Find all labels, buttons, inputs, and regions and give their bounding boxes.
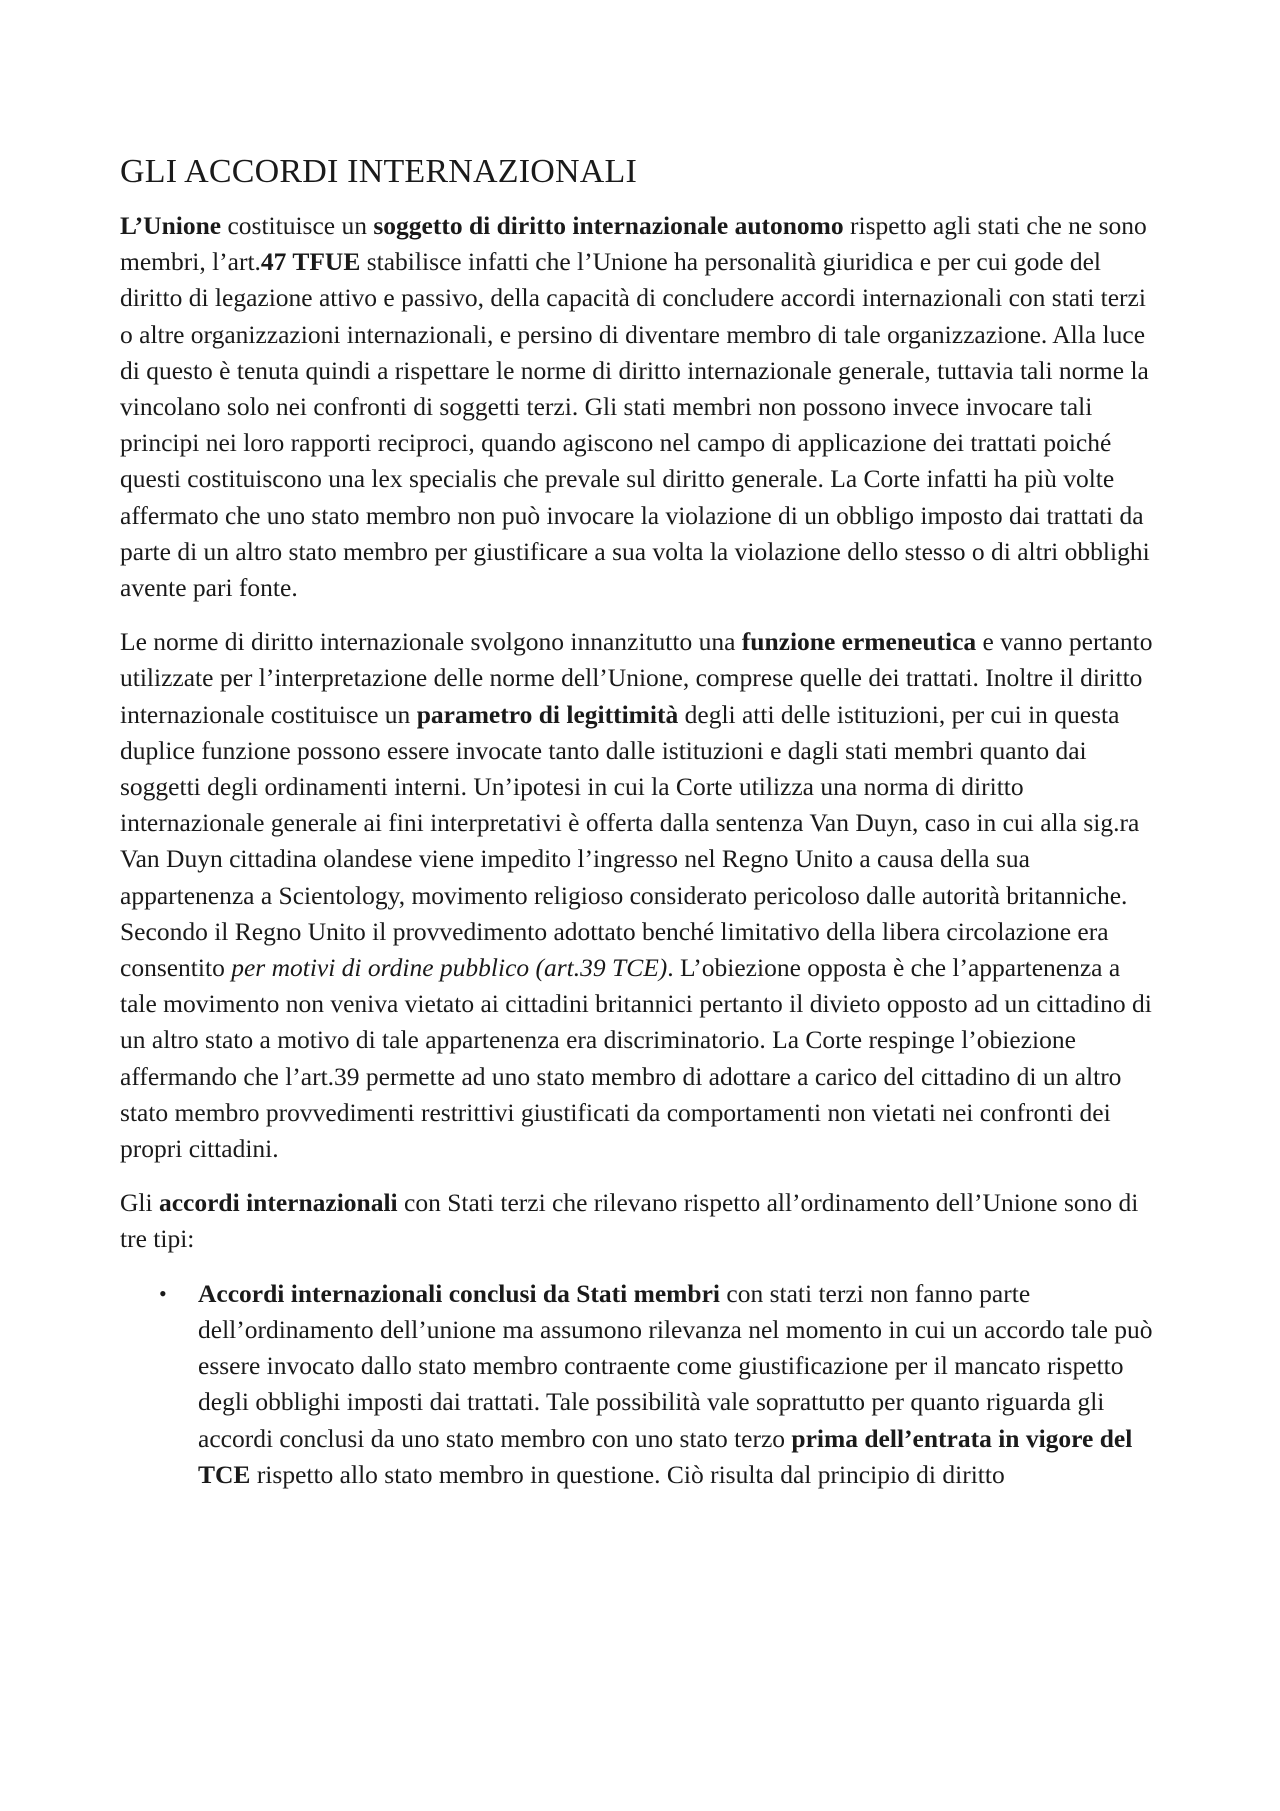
paragraph-1 — [120, 208, 1160, 606]
list-item — [159, 1276, 1160, 1493]
text: con Stati terzi che rilevano rispetto all’ordinamento dell’Unione sono di tre tipi: — [120, 1188, 1139, 1254]
bold-text: prima dell’entrata in vigore del TCE — [198, 1423, 1133, 1489]
text: con stati terzi non fanno parte dell’ordinamento dell’unione ma assumono rilevanza nel momento in cui un accordo tale può essere invocato dallo stato membro contraente come giustificazione per il mancato rispetto degli obblighi imposti dai trattati. Tale possibilità vale soprattutto per quanto riguarda gli accordi conclusi da uno stato membro con uno stato terzo — [198, 1278, 1153, 1453]
text: stabilisce infatti che l’Unione ha personalità giuridica e per cui gode del diritto di legazione attivo e passivo, della capacità di concludere accordi internazionali con stati terzi o altre organizzazioni internazionali, e persino di diventare membro di tale organizzazione. Alla luce di questo è tenuta quindi a rispettare le norme di diritto internazionale generale, tuttavia tali norme la vincolano solo nei confronti di soggetti terzi. Gli stati membri non possono invece invocare tali principi nei loro rapporti reciproci, quando agiscono nel campo di applicazione dei trattati poiché questi costituiscono una lex specialis che prevale sul diritto generale. La Corte infatti ha più volte affermato che uno stato membro non può invocare la violazione di un obbligo imposto dai trattati da parte di un altro stato membro per giustificare a sua volta la violazione dello stesso o di altri obblighi avente pari fonte. — [120, 247, 1150, 603]
bullet-list — [120, 1276, 1160, 1493]
bold-text: Accordi internazionali conclusi da Stati membri — [198, 1278, 721, 1308]
paragraph-2 — [120, 624, 1160, 1167]
text: e vanno pertanto utilizzate per l’interpretazione delle norme dell’Unione, comprese quelle dei trattati. Inoltre il diritto internazionale costituisce un — [120, 627, 1153, 729]
bold-text: soggetto di diritto internazionale autonomo — [373, 211, 844, 240]
text: costituisce un — [221, 211, 374, 240]
document-page — [120, 150, 1160, 1493]
text: Gli — [120, 1188, 159, 1218]
text: degli atti delle istituzioni, per cui in questa duplice funzione possono essere invocate tanto dalle istituzioni e dagli stati membri quanto dai soggetti degli ordinamenti interni. Un’ipotesi in cui la Corte utilizza una norma di diritto internazionale generale ai fini interpretativi è offerta dalla sentenza Van Duyn, caso in cui alla sig.ra Van Duyn cittadina olandese viene impedito l’ingresso nel Regno Unito a causa della sua appartenenza a Scientology, movimento religioso considerato pericoloso dalle autorità britanniche. Secondo il Regno Unito il provvedimento adottato benché limitativo della libera circolazione era consentito — [120, 699, 1140, 983]
bold-text: 47 TFUE — [260, 247, 361, 277]
paragraph-3 — [120, 1185, 1160, 1257]
text: Le norme di diritto internazionale svolgono innanzitutto una — [120, 627, 742, 657]
text: . L’obiezione opposta è che l’appartenenza a tale movimento non veniva vietato ai cittadini britannici pertanto il divieto opposto ad un cittadino di un altro stato a motivo di tale appartenenza era discriminatorio. La Corte respinge l’obiezione affermando che l’art.39 permette ad uno stato membro di adottare a carico del cittadino di un altro stato membro provvedimenti restrittivi giustificati da comportamenti non vietati nei confronti dei propri cittadini. — [120, 953, 1152, 1164]
text: rispetto allo stato membro in questione. Ciò risulta dal principio di diritto — [250, 1459, 1005, 1489]
italic-text: per motivi di ordine pubblico (art.39 TCE) — [231, 953, 668, 983]
bold-text: L’Unione — [120, 211, 222, 240]
text: rispetto agli stati che ne sono membri, l’art. — [120, 211, 1147, 277]
bold-text: funzione ermeneutica — [741, 627, 977, 657]
page-title: GLI ACCORDI INTERNAZIONALI — [120, 153, 638, 190]
bold-text: accordi internazionali — [158, 1188, 398, 1218]
bold-text: parametro di legittimità — [416, 699, 679, 729]
bullet-icon: • — [159, 1280, 167, 1306]
